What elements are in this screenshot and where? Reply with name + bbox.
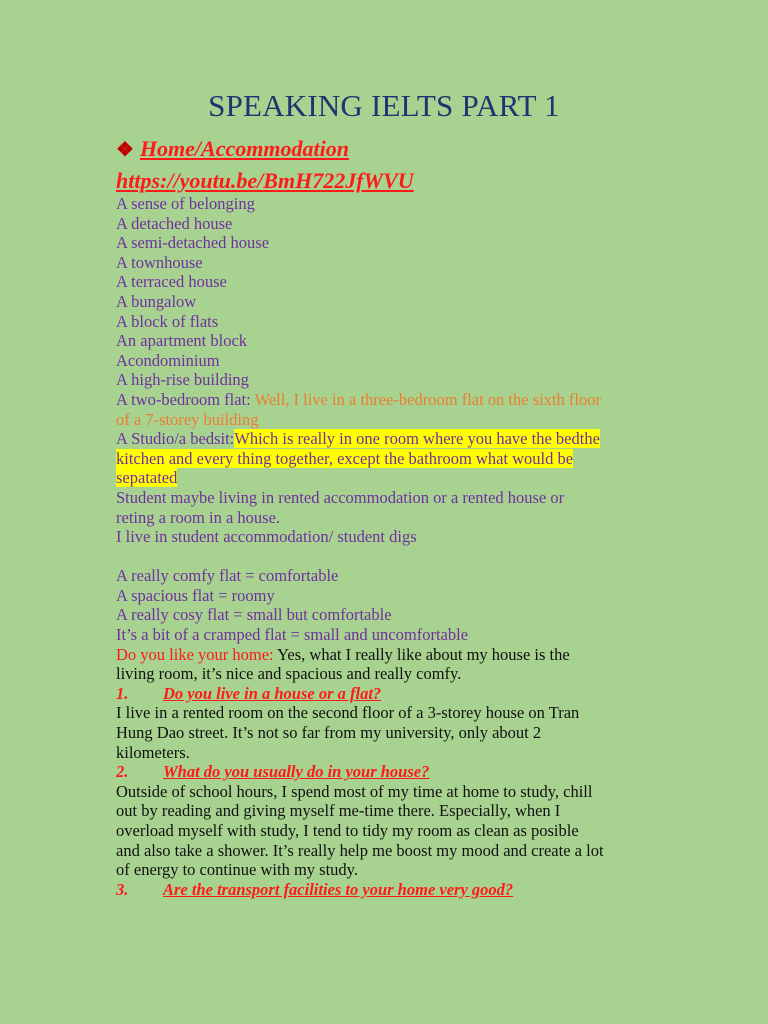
document-body	[116, 194, 656, 899]
youtube-link[interactable]: https://youtu.be/BmH722JfWVU	[116, 168, 414, 193]
adjective-item: It’s a bit of a cramped flat = small and uncomfortable	[116, 625, 469, 645]
student-line: reting a room in a house.	[116, 507, 281, 527]
two-bedroom-example: Well, I live in a three-bedroom flat on the sixth floor	[250, 389, 602, 409]
student-line: I live in student accommodation/ student digs	[116, 527, 417, 547]
adjective-item: A spacious flat = roomy	[116, 585, 275, 605]
diamond-bullet-icon: ❖	[116, 139, 134, 161]
vocab-item: An apartment block	[116, 331, 248, 351]
answer-line: Hung Dao street. It’s not so far from my university, only about 2	[116, 723, 542, 743]
student-line: Student maybe living in rented accommodation or a rented house or	[116, 487, 565, 507]
studio-highlight: kitchen and every thing together, except the bathroom what would be	[116, 448, 574, 468]
adjective-item: A really cosy flat = small but comfortable	[116, 605, 392, 625]
answer-line: overload myself with study, I tend to tidy my room as clean as posible	[116, 821, 579, 840]
question-text: Are the transport facilities to your home very good?	[163, 879, 514, 899]
question-number: 1.	[116, 683, 129, 703]
vocab-item: Acondominium	[116, 350, 220, 370]
section-heading	[116, 134, 349, 165]
section-heading-text: Home/Accommodation	[139, 136, 349, 161]
question-text: What do you usually do in your house?	[163, 762, 430, 782]
vocab-item: A sense of belonging	[116, 194, 255, 213]
two-bedroom-label: A two-bedroom flat:	[116, 389, 251, 409]
question-text: Do you live in a house or a flat?	[163, 683, 382, 703]
answer-line: I live in a rented room on the second floor of a 3-storey house on Tran	[116, 703, 580, 723]
vocab-item: A semi-detached house	[116, 233, 270, 253]
answer-line: out by reading and giving myself me-time there. Especially, when I	[116, 801, 561, 821]
adjective-item: A really comfy flat = comfortable	[116, 566, 339, 586]
like-home-answer: Yes, what I really like about my house is the	[273, 644, 570, 664]
answer-line: kilometers.	[116, 742, 190, 762]
studio-line	[116, 429, 656, 449]
like-home-question: Do you like your home:	[116, 644, 274, 664]
vocab-item: A townhouse	[116, 252, 203, 272]
like-home-line	[116, 645, 656, 665]
answer-line: Outside of school hours, I spend most of my time at home to study, chill	[116, 781, 593, 801]
studio-line-3	[116, 468, 656, 488]
vocab-item: A terraced house	[116, 272, 227, 292]
answer-line: of energy to continue with my study.	[116, 860, 358, 880]
question-2	[116, 762, 656, 782]
studio-highlight: sepatated	[116, 468, 178, 488]
question-number: 3.	[116, 879, 129, 899]
studio-line-2	[116, 449, 656, 469]
question-number: 2.	[116, 762, 129, 782]
like-home-answer-cont: living room, it’s nice and spacious and really comfy.	[116, 664, 462, 684]
studio-highlight: Which is really in one room where you have the bedthe	[234, 429, 600, 449]
answer-line: and also take a shower. It’s really help me boost my mood and create a lot	[116, 840, 604, 860]
vocab-item: A block of flats	[116, 311, 219, 331]
studio-label: A Studio/a bedsit:	[116, 429, 235, 449]
spacer	[116, 547, 656, 567]
vocab-item: A bungalow	[116, 291, 197, 311]
page-title: SPEAKING IELTS PART 1	[208, 88, 560, 123]
two-bedroom-example-cont: of a 7-storey building	[116, 409, 259, 429]
two-bedroom-line	[116, 390, 656, 410]
question-3	[116, 880, 656, 900]
question-1	[116, 684, 656, 704]
vocab-item: A detached house	[116, 213, 233, 233]
vocab-item: A high-rise building	[116, 370, 249, 390]
